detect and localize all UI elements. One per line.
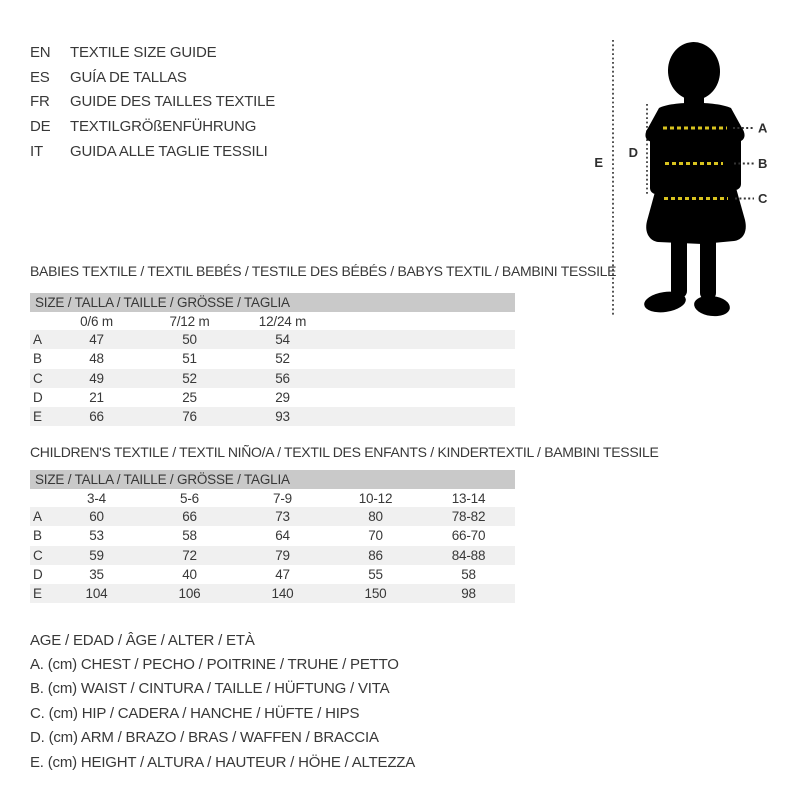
legend-line: B. (cm) WAIST / CINTURA / TAILLE / HÜFTUNG / VITA (30, 680, 390, 698)
size-value: 55 (368, 567, 383, 583)
size-row-d (30, 388, 515, 407)
size-row-a (30, 507, 515, 526)
language-label: TEXTILE SIZE GUIDE (70, 43, 217, 61)
size-row-b (30, 526, 515, 545)
babies-size-bar: SIZE / TALLA / TAILLE / GRÖSSE / TAGLIA (30, 293, 515, 312)
language-code: FR (30, 93, 50, 111)
silhouette-right-shoe (693, 294, 731, 318)
row-letter: C (33, 547, 43, 563)
legend-line: A. (cm) CHEST / PECHO / POITRINE / TRUHE / PETTO (30, 656, 399, 674)
row-letter: E (33, 586, 42, 602)
size-value: 66-70 (451, 528, 486, 544)
size-value: 78-82 (451, 509, 486, 525)
legend-line: C. (cm) HIP / CADERA / HANCHE / HÜFTE / HIPS (30, 704, 360, 722)
measurement-figure (585, 25, 800, 325)
size-value: 98 (461, 586, 476, 602)
column-header: 7/12 m (169, 313, 210, 329)
size-value: 80 (368, 509, 383, 525)
language-label: TEXTILGRÖßENFÜHRUNG (70, 117, 257, 135)
row-letter: C (33, 370, 43, 386)
size-value: 66 (89, 409, 104, 425)
size-value: 49 (89, 370, 104, 386)
size-value: 29 (275, 390, 290, 406)
row-letter: D (33, 567, 43, 583)
size-value: 56 (275, 370, 290, 386)
figure-label-a: A (758, 120, 768, 136)
size-row-c (30, 546, 515, 565)
child-silhouette (643, 40, 746, 318)
language-row (30, 114, 275, 139)
size-value: 73 (275, 509, 290, 525)
legend-line: AGE / EDAD / ÂGE / ALTER / ETÀ (30, 631, 255, 649)
silhouette-right-leg (700, 236, 716, 300)
language-row (30, 40, 275, 65)
language-label: GUIDA ALLE TAGLIE TESSILI (70, 142, 268, 160)
size-value: 70 (368, 528, 383, 544)
children-size-bar: SIZE / TALLA / TAILLE / GRÖSSE / TAGLIA (30, 470, 515, 489)
size-value: 21 (89, 390, 104, 406)
figure-label-b: B (758, 156, 768, 171)
size-value: 60 (89, 509, 104, 525)
row-letter: D (33, 390, 43, 406)
language-list (30, 40, 275, 163)
size-value: 54 (275, 332, 290, 348)
column-header: 5-6 (180, 490, 199, 506)
size-value: 93 (275, 409, 290, 425)
size-value: 66 (182, 509, 197, 525)
children-section-heading: CHILDREN'S TEXTILE / TEXTIL NIÑO/A / TEXTIL DES ENFANTS / KINDERTEXTIL / BAMBINI TESSILE (30, 444, 659, 460)
size-value: 64 (275, 528, 290, 544)
size-value: 47 (275, 567, 290, 583)
column-header: 10-12 (358, 490, 393, 506)
size-value: 58 (182, 528, 197, 544)
column-header: 13-14 (451, 490, 486, 506)
figure-label-c: C (758, 191, 768, 206)
figure-label-d: D (628, 145, 638, 160)
size-value: 51 (182, 351, 197, 367)
size-value: 72 (182, 547, 197, 563)
language-code: EN (30, 43, 51, 61)
figure-label-e: E (594, 155, 603, 170)
column-header: 0/6 m (80, 313, 113, 329)
size-row-d (30, 565, 515, 584)
language-row (30, 139, 275, 164)
column-header: 3-4 (87, 490, 106, 506)
size-value: 140 (271, 586, 294, 602)
column-header: 7-9 (273, 490, 292, 506)
row-letter: E (33, 409, 42, 425)
language-code: DE (30, 117, 51, 135)
size-value: 79 (275, 547, 290, 563)
size-row-b (30, 349, 515, 368)
table-header-row (30, 489, 515, 507)
size-value: 84-88 (451, 547, 486, 563)
size-value: 47 (89, 332, 104, 348)
size-value: 52 (182, 370, 197, 386)
size-value: 25 (182, 390, 197, 406)
size-value: 58 (461, 567, 476, 583)
row-letter: A (33, 509, 42, 525)
row-letter: B (33, 528, 42, 544)
silhouette-left-leg (671, 236, 687, 298)
legend-line: D. (cm) ARM / BRAZO / BRAS / WAFFEN / BRACCIA (30, 729, 379, 747)
babies-size-table (30, 312, 515, 426)
size-row-e (30, 407, 515, 426)
table-header-row (30, 312, 515, 330)
size-value: 53 (89, 528, 104, 544)
measurement-legend (30, 628, 415, 774)
size-value: 40 (182, 567, 197, 583)
size-value: 104 (85, 586, 108, 602)
size-value: 35 (89, 567, 104, 583)
column-header: 12/24 m (258, 313, 307, 329)
row-letter: A (33, 332, 42, 348)
language-code: ES (30, 68, 50, 86)
children-size-table (30, 489, 515, 603)
size-value: 59 (89, 547, 104, 563)
language-row (30, 89, 275, 114)
language-code: IT (30, 142, 43, 160)
size-value: 106 (178, 586, 201, 602)
silhouette-shorts (646, 170, 746, 244)
size-row-c (30, 369, 515, 388)
size-value: 150 (364, 586, 387, 602)
babies-section-heading: BABIES TEXTILE / TEXTIL BEBÉS / TESTILE DES BÉBÉS / BABYS TEXTIL / BAMBINI TESSILE (30, 263, 617, 279)
legend-line: E. (cm) HEIGHT / ALTURA / HAUTEUR / HÖHE / ALTEZZA (30, 753, 416, 771)
language-label: GUÍA DE TALLAS (70, 68, 187, 86)
language-label: GUIDE DES TAILLES TEXTILE (70, 93, 276, 111)
size-row-e (30, 584, 515, 603)
size-value: 48 (89, 351, 104, 367)
size-value: 50 (182, 332, 197, 348)
size-row-a (30, 330, 515, 349)
size-value: 76 (182, 409, 197, 425)
size-value: 52 (275, 351, 290, 367)
row-letter: B (33, 351, 42, 367)
size-value: 86 (368, 547, 383, 563)
language-row (30, 65, 275, 90)
